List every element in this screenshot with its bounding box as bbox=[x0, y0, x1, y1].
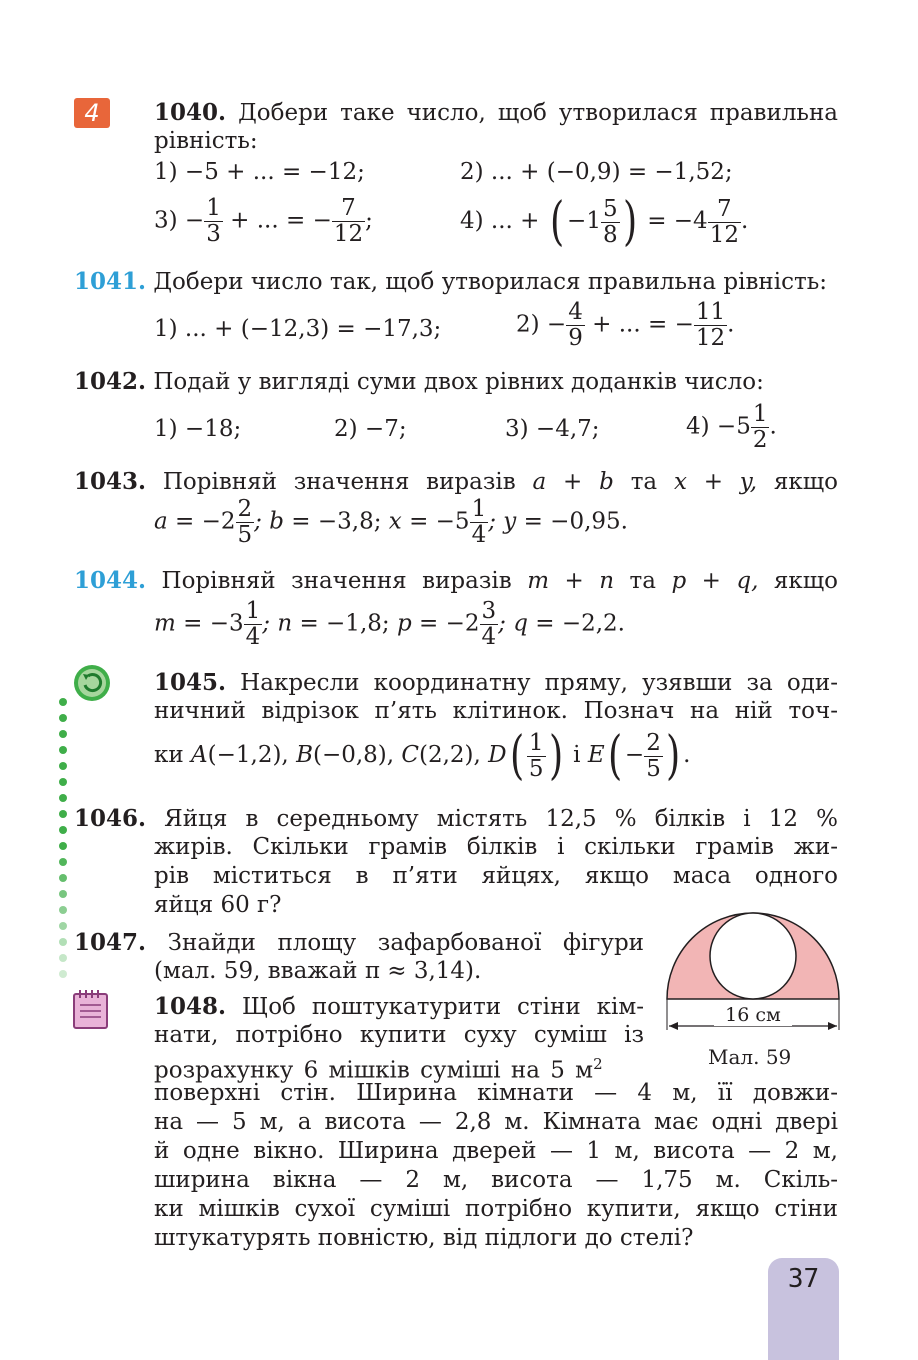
task-1040-number: 1040. bbox=[154, 99, 227, 126]
task-1040-item1: 1) −5 + ... = −12; bbox=[154, 159, 365, 185]
task-1046-line1: 1046. Яйця в середньому містять 12,5 % білків і 12 % bbox=[74, 805, 838, 832]
task-1045-line1: 1045. Накресли координатну пряму, узявши за оди- bbox=[154, 669, 838, 696]
task-1040-text: Добери таке число, щоб утворилася правильна bbox=[238, 100, 838, 126]
task-1042-line1: 1042. Подай у вигляді суми двох рівних доданків число: bbox=[74, 368, 764, 395]
task-1047-number: 1047. bbox=[74, 929, 147, 956]
task-1043-number: 1043. bbox=[74, 468, 147, 495]
fraction: $\frac{1}{4}$ bbox=[245, 598, 261, 650]
task-1044-number: 1044. bbox=[74, 567, 147, 594]
repeat-icon bbox=[73, 664, 111, 702]
fraction: $\frac{5}{8}$ bbox=[602, 195, 618, 248]
task-1048-line7: ширина вікна — 2 м, висота — 1,75 м. Скіль- bbox=[154, 1167, 838, 1193]
task-1045-number: 1045. bbox=[154, 669, 227, 696]
task-1041-line1: 1041. Добери число так, щоб утворилася правильна рівність: bbox=[74, 268, 827, 295]
task-1048-number: 1048. bbox=[154, 993, 227, 1020]
task-1047-line2: (мал. 59, вважай π ≈ 3,14). bbox=[154, 958, 482, 984]
figure-59 bbox=[664, 912, 842, 1032]
notebook-icon bbox=[72, 988, 110, 1030]
task-1048-line6: й одне вікно. Ширина дверей — 1 м, висота — 2 м, bbox=[154, 1138, 838, 1164]
task-1045-line3: ки A(−1,2), B(−0,8), C(2,2), D( $\frac{1}{5}$ ) і E( − $\frac{2}{5}$ ) . bbox=[154, 726, 691, 786]
task-1048-line9: штукатурять повністю, від підлоги до стелі? bbox=[154, 1225, 694, 1251]
task-1047-line1: 1047. Знайди площу зафарбованої фігури bbox=[74, 929, 644, 956]
task-1042-item3: 3) −4,7; bbox=[505, 416, 600, 442]
fraction: $\frac{7}{12}$ bbox=[333, 195, 364, 247]
figure-caption: Мал. 59 bbox=[708, 1045, 792, 1069]
fraction: $\frac{1}{4}$ bbox=[471, 496, 487, 548]
fraction: $\frac{4}{9}$ bbox=[568, 299, 583, 351]
fraction: $\frac{7}{12}$ bbox=[709, 195, 739, 248]
task-1040-item3: 3) − $\frac{1}{3}$ + ... = − $\frac{7}{12}$ ; bbox=[154, 195, 373, 247]
fraction: $\frac{1}{5}$ bbox=[528, 729, 544, 782]
task-1040-item4: 4) ... + ( −1 $\frac{5}{8}$ ) = −4 $\frac{7}{12}$ . bbox=[460, 192, 749, 252]
task-1042-item1: 1) −18; bbox=[154, 416, 242, 442]
task-1048-line4: поверхні стін. Ширина кімнати — 4 м, її довжи- bbox=[154, 1080, 838, 1106]
task-1045-line2: ничний відрізок п’ять клітинок. Познач на ній точ- bbox=[154, 698, 838, 724]
task-1041-number: 1041. bbox=[74, 268, 147, 295]
task-1046-number: 1046. bbox=[74, 805, 147, 832]
task-1046-line3: рів міститься в п’яти яйцях, якщо маса одного bbox=[154, 863, 838, 889]
task-1048-line3: розрахунку 6 мішків суміші на 5 $м^2$ bbox=[154, 1055, 603, 1084]
task-1048-line1: 1048. Щоб поштукатурити стіни кім- bbox=[154, 993, 644, 1020]
page-number: 37 bbox=[787, 1264, 820, 1294]
task-1042-number: 1042. bbox=[74, 368, 147, 395]
fraction: $\frac{2}{5}$ bbox=[237, 496, 253, 548]
task-1042-item4: 4) −5 $\frac{1}{2}$ . bbox=[686, 401, 777, 453]
task-1040-line1 bbox=[74, 98, 838, 128]
fraction: $\frac{2}{5}$ bbox=[646, 729, 661, 782]
figure-dimension-label: 16 см bbox=[714, 1004, 792, 1026]
task-1046-line4: яйця 60 г? bbox=[154, 892, 282, 918]
inner-circle bbox=[710, 913, 796, 999]
fraction: $\frac{3}{4}$ bbox=[481, 598, 497, 650]
task-1048-line2: нати, потрібно купити суху суміш із bbox=[154, 1022, 644, 1048]
task-1041-item2: 2) − $\frac{4}{9}$ + ... = − $\frac{11}{12}$ . bbox=[516, 299, 735, 351]
task-1042-item2: 2) −7; bbox=[334, 416, 407, 442]
task-1044-line1: 1044. Порівняй значення виразів m + n та p + q, якщо bbox=[74, 567, 839, 594]
task-1046-line2: жирів. Скільки грамів білків і скільки грамів жи- bbox=[154, 834, 838, 860]
task-1043-line2: a = −2 $\frac{2}{5}$ ; b = −3,8; x = −5 $\frac{1}{4}$ ; y = −0,95. bbox=[154, 496, 628, 548]
task-1043-line1: 1043. Порівняй значення виразів a + b та x + y, якщо bbox=[74, 468, 838, 495]
task-1040-line2: рівність: bbox=[154, 128, 258, 154]
task-1048-line5: на — 5 м, а висота — 2,8 м. Кімната має одні двері bbox=[154, 1109, 838, 1135]
task-1040-item2: 2) ... + (−0,9) = −1,52; bbox=[460, 159, 733, 185]
fraction: $\frac{11}{12}$ bbox=[695, 299, 726, 351]
task-1048-line8: ки мішків сухої суміші потрібно купити, якщо стіни bbox=[154, 1196, 838, 1222]
fraction: $\frac{1}{3}$ bbox=[206, 195, 221, 247]
fraction: $\frac{1}{2}$ bbox=[752, 401, 768, 453]
task-1041-item1: 1) ... + (−12,3) = −17,3; bbox=[154, 316, 442, 342]
task-1044-line2: m = −3 $\frac{1}{4}$ ; n = −1,8; p = −2 $\frac{3}{4}$ ; q = −2,2. bbox=[154, 598, 625, 650]
level-badge-number: 4 bbox=[84, 99, 100, 127]
